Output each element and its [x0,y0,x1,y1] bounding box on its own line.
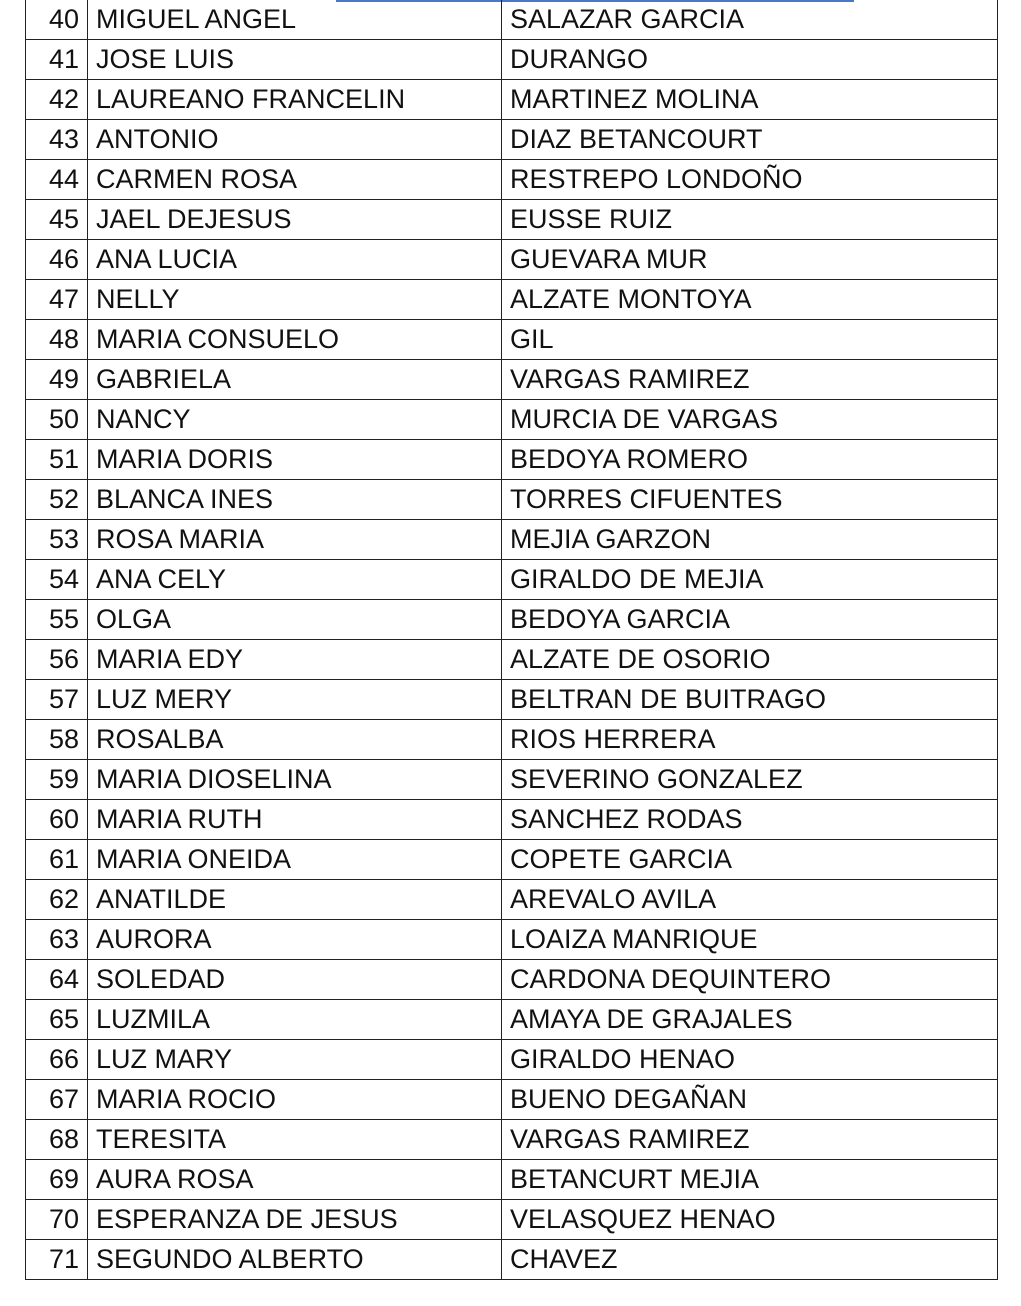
row-number-cell[interactable]: 59 [26,760,88,800]
row-number-cell[interactable]: 66 [26,1040,88,1080]
table-row [26,1000,998,1040]
first-name-cell[interactable]: BLANCA INES [88,480,502,520]
last-name-cell[interactable]: BUENO DEGAÑAN [502,1080,998,1120]
first-name-cell[interactable]: LAUREANO FRANCELIN [88,80,502,120]
last-name-cell[interactable]: TORRES CIFUENTES [502,480,998,520]
first-name-cell[interactable]: ANTONIO [88,120,502,160]
last-name-cell[interactable]: DURANGO [502,40,998,80]
last-name-cell[interactable]: GIRALDO DE MEJIA [502,560,998,600]
row-number-cell[interactable]: 43 [26,120,88,160]
table-row [26,320,998,360]
first-name-cell[interactable]: AURORA [88,920,502,960]
first-name-cell[interactable]: TERESITA [88,1120,502,1160]
table-row [26,640,998,680]
last-name-cell[interactable]: CHAVEZ [502,1240,998,1280]
first-name-cell[interactable]: AURA ROSA [88,1160,502,1200]
last-name-cell[interactable]: ALZATE DE OSORIO [502,640,998,680]
first-name-cell[interactable]: LUZ MERY [88,680,502,720]
last-name-cell[interactable]: RIOS HERRERA [502,720,998,760]
last-name-cell[interactable]: BETANCURT MEJIA [502,1160,998,1200]
names-table [25,0,998,1280]
table-row [26,480,998,520]
table-row [26,400,998,440]
row-number-cell[interactable]: 44 [26,160,88,200]
table-row [26,1200,998,1240]
row-number-cell[interactable]: 45 [26,200,88,240]
first-name-cell[interactable]: ANATILDE [88,880,502,920]
row-number-cell[interactable]: 52 [26,480,88,520]
first-name-cell[interactable]: ESPERANZA DE JESUS [88,1200,502,1240]
first-name-cell[interactable]: JAEL DEJESUS [88,200,502,240]
table-row [26,560,998,600]
row-number-cell[interactable]: 57 [26,680,88,720]
last-name-cell[interactable]: COPETE GARCIA [502,840,998,880]
table-row [26,0,998,40]
last-name-cell[interactable]: VARGAS RAMIREZ [502,360,998,400]
row-number-cell[interactable]: 62 [26,880,88,920]
row-number-cell[interactable]: 63 [26,920,88,960]
last-name-cell[interactable]: ALZATE MONTOYA [502,280,998,320]
last-name-cell[interactable]: LOAIZA MANRIQUE [502,920,998,960]
table-row [26,840,998,880]
table-row [26,920,998,960]
first-name-cell[interactable]: MARIA RUTH [88,800,502,840]
table-row [26,1080,998,1120]
table-row [26,360,998,400]
table-row [26,1160,998,1200]
first-name-cell[interactable]: ROSA MARIA [88,520,502,560]
last-name-cell[interactable]: AMAYA DE GRAJALES [502,1000,998,1040]
table-row [26,80,998,120]
table-row [26,680,998,720]
table-row [26,1240,998,1280]
last-name-cell[interactable]: MEJIA GARZON [502,520,998,560]
first-name-cell[interactable]: ANA LUCIA [88,240,502,280]
last-name-cell[interactable]: AREVALO AVILA [502,880,998,920]
last-name-cell[interactable]: BEDOYA GARCIA [502,600,998,640]
row-number-cell[interactable]: 48 [26,320,88,360]
last-name-cell[interactable]: CARDONA DEQUINTERO [502,960,998,1000]
first-name-cell[interactable]: GABRIELA [88,360,502,400]
table-row [26,240,998,280]
row-number-cell[interactable]: 58 [26,720,88,760]
first-name-cell[interactable]: SOLEDAD [88,960,502,1000]
row-number-cell[interactable]: 68 [26,1120,88,1160]
row-number-cell[interactable]: 67 [26,1080,88,1120]
last-name-cell[interactable]: SANCHEZ RODAS [502,800,998,840]
row-number-cell[interactable]: 41 [26,40,88,80]
first-name-cell[interactable]: NELLY [88,280,502,320]
last-name-cell[interactable]: BEDOYA ROMERO [502,440,998,480]
row-number-cell[interactable]: 71 [26,1240,88,1280]
row-number-cell[interactable]: 69 [26,1160,88,1200]
row-number-cell[interactable]: 49 [26,360,88,400]
table-row [26,120,998,160]
last-name-cell[interactable]: MARTINEZ MOLINA [502,80,998,120]
last-name-cell[interactable]: BELTRAN DE BUITRAGO [502,680,998,720]
last-name-cell[interactable]: MURCIA DE VARGAS [502,400,998,440]
first-name-cell[interactable]: NANCY [88,400,502,440]
table-row [26,440,998,480]
last-name-cell[interactable]: DIAZ BETANCOURT [502,120,998,160]
last-name-cell[interactable]: GUEVARA MUR [502,240,998,280]
first-name-cell[interactable]: LUZ MARY [88,1040,502,1080]
row-number-cell[interactable]: 42 [26,80,88,120]
last-name-cell[interactable]: VARGAS RAMIREZ [502,1120,998,1160]
row-number-cell[interactable]: 47 [26,280,88,320]
row-number-cell[interactable]: 53 [26,520,88,560]
row-number-cell[interactable]: 61 [26,840,88,880]
last-name-cell[interactable]: GIRALDO HENAO [502,1040,998,1080]
table-row [26,720,998,760]
table-row [26,160,998,200]
row-number-cell[interactable]: 46 [26,240,88,280]
first-name-cell[interactable]: MIGUEL ANGEL [88,0,502,40]
table-row [26,40,998,80]
first-name-cell[interactable]: JOSE LUIS [88,40,502,80]
first-name-cell[interactable]: SEGUNDO ALBERTO [88,1240,502,1280]
last-name-cell[interactable]: EUSSE RUIZ [502,200,998,240]
table-row [26,800,998,840]
row-number-cell[interactable]: 55 [26,600,88,640]
row-number-cell[interactable]: 64 [26,960,88,1000]
first-name-cell[interactable]: MARIA CONSUELO [88,320,502,360]
table-row [26,200,998,240]
row-number-cell[interactable]: 50 [26,400,88,440]
first-name-cell[interactable]: MARIA EDY [88,640,502,680]
first-name-cell[interactable]: CARMEN ROSA [88,160,502,200]
first-name-cell[interactable]: OLGA [88,600,502,640]
row-number-cell[interactable]: 60 [26,800,88,840]
row-number-cell[interactable]: 56 [26,640,88,680]
table-row [26,1120,998,1160]
first-name-cell[interactable]: ANA CELY [88,560,502,600]
first-name-cell[interactable]: MARIA ROCIO [88,1080,502,1120]
last-name-cell[interactable]: VELASQUEZ HENAO [502,1200,998,1240]
table-row [26,880,998,920]
last-name-cell[interactable]: GIL [502,320,998,360]
table-row [26,760,998,800]
table-row [26,600,998,640]
names-table-body [26,0,998,1280]
last-name-cell[interactable]: RESTREPO LONDOÑO [502,160,998,200]
table-row [26,520,998,560]
first-name-cell[interactable]: MARIA ONEIDA [88,840,502,880]
row-number-cell[interactable]: 51 [26,440,88,480]
first-name-cell[interactable]: MARIA DIOSELINA [88,760,502,800]
row-number-cell[interactable]: 70 [26,1200,88,1240]
table-row [26,960,998,1000]
table-row [26,280,998,320]
first-name-cell[interactable]: LUZMILA [88,1000,502,1040]
row-number-cell[interactable]: 40 [26,0,88,40]
first-name-cell[interactable]: MARIA DORIS [88,440,502,480]
row-number-cell[interactable]: 54 [26,560,88,600]
first-name-cell[interactable]: ROSALBA [88,720,502,760]
last-name-cell[interactable]: SEVERINO GONZALEZ [502,760,998,800]
row-number-cell[interactable]: 65 [26,1000,88,1040]
table-row [26,1040,998,1080]
last-name-cell[interactable]: SALAZAR GARCIA [502,0,998,40]
